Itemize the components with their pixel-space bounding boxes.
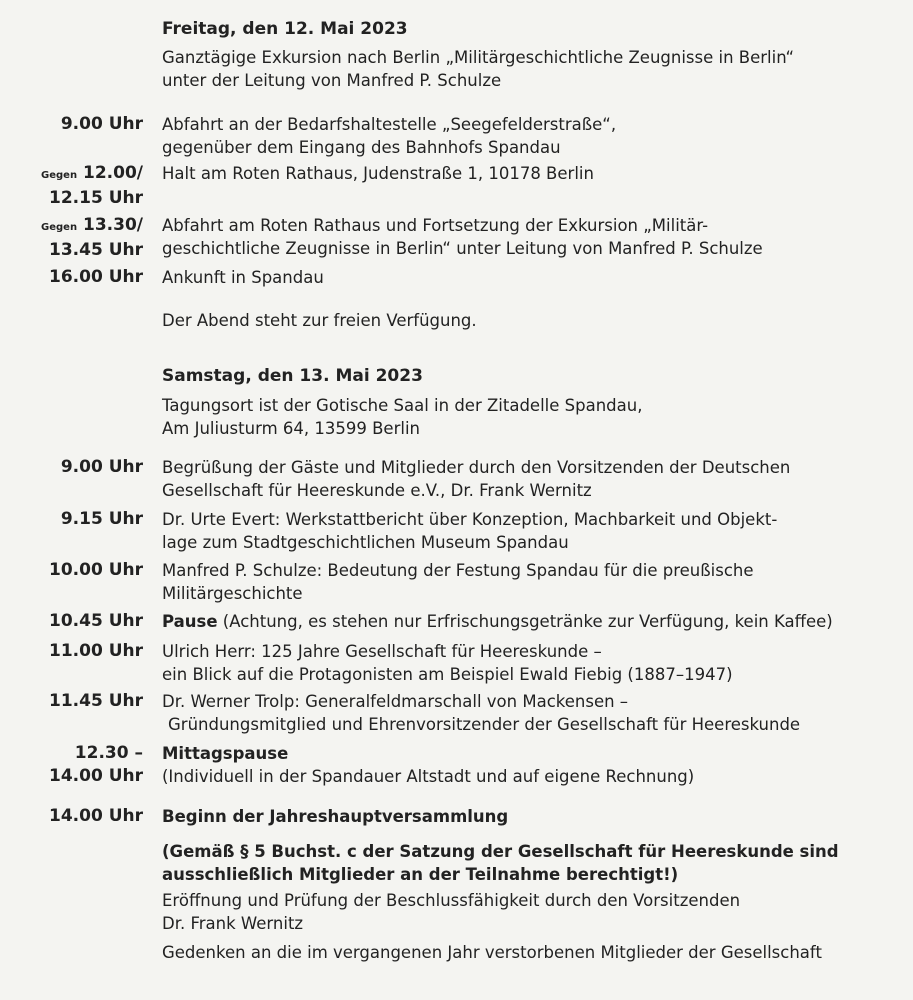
item-time: 9.00 Uhr bbox=[60, 114, 143, 134]
item-text: Begrüßung der Gäste und Mitglieder durch den Vorsitzenden der Deutschen bbox=[162, 458, 791, 477]
opening-line: Dr. Frank Wernitz bbox=[162, 914, 304, 933]
item-time: 11.00 Uhr bbox=[49, 641, 143, 661]
pause-label: Pause bbox=[162, 612, 218, 631]
item-text: Militärgeschichte bbox=[162, 584, 303, 603]
item-time-prefix: Gegen bbox=[41, 170, 78, 181]
opening-line: Eröffnung und Prüfung der Beschlussfähigkeit durch den Vorsitzenden bbox=[162, 891, 741, 910]
saturday-intro-line: Am Juliusturm 64, 13599 Berlin bbox=[162, 419, 420, 438]
lunch-note: (Individuell in der Spandauer Altstadt und auf eigene Rechnung) bbox=[162, 767, 695, 786]
item-time-prefix: Gegen bbox=[41, 222, 78, 233]
evening-text: Der Abend steht zur freien Verfügung. bbox=[162, 311, 477, 330]
item-text: Abfahrt an der Bedarfshaltestelle „Seegefelderstraße“, bbox=[162, 115, 617, 134]
notice-line: ausschließlich Mitglieder an der Teilnahme berechtigt!) bbox=[162, 865, 679, 884]
item-time: 9.00 Uhr bbox=[60, 457, 143, 477]
item-text: gegenüber dem Eingang des Bahnhofs Spandau bbox=[162, 138, 561, 157]
item-time-end: 14.00 Uhr bbox=[49, 766, 143, 786]
item-time: 9.15 Uhr bbox=[60, 509, 143, 529]
item-text: geschichtliche Zeugnisse in Berlin“ unter Leitung von Manfred P. Schulze bbox=[162, 239, 763, 258]
notice-line: (Gemäß § 5 Buchst. c der Satzung der Gesellschaft für Heereskunde sind bbox=[162, 842, 839, 861]
memorial-line: Gedenken an die im vergangenen Jahr verstorbenen Mitglieder der Gesellschaft bbox=[162, 943, 822, 962]
item-text: Halt am Roten Rathaus, Judenstraße 1, 10178 Berlin bbox=[162, 164, 594, 183]
item-time-end: 13.45 Uhr bbox=[49, 240, 143, 260]
pause-note: (Achtung, es stehen nur Erfrischungsgetränke zur Verfügung, kein Kaffee) bbox=[217, 612, 833, 631]
friday-heading: Freitag, den 12. Mai 2023 bbox=[162, 19, 408, 39]
item-time: 10.00 Uhr bbox=[49, 560, 143, 580]
item-time: 16.00 Uhr bbox=[49, 267, 143, 287]
item-text: Dr. Urte Evert: Werkstattbericht über Konzeption, Machbarkeit und Objekt- bbox=[162, 510, 778, 529]
item-text: ein Blick auf die Protagonisten am Beispiel Ewald Fiebig (1887–1947) bbox=[162, 665, 733, 684]
item-time: 12.00/ bbox=[83, 163, 143, 183]
item-time-end: 12.15 Uhr bbox=[49, 188, 143, 208]
lunch-label: Mittagspause bbox=[162, 744, 289, 763]
item-time: 10.45 Uhr bbox=[49, 611, 143, 631]
friday-intro-line: Ganztägige Exkursion nach Berlin „Militärgeschichtliche Zeugnisse in Berlin“ bbox=[162, 48, 795, 67]
item-text: Manfred P. Schulze: Bedeutung der Festung Spandau für die preußische bbox=[162, 561, 754, 580]
saturday-intro-line: Tagungsort ist der Gotische Saal in der Zitadelle Spandau, bbox=[162, 396, 643, 415]
item-time: 11.45 Uhr bbox=[49, 691, 143, 711]
item-text: Abfahrt am Roten Rathaus und Fortsetzung der Exkursion „Militär- bbox=[162, 216, 709, 235]
item-time: 14.00 Uhr bbox=[49, 806, 143, 826]
item-text: lage zum Stadtgeschichtlichen Museum Spandau bbox=[162, 533, 569, 552]
saturday-heading: Samstag, den 13. Mai 2023 bbox=[162, 366, 423, 386]
item-text: Gesellschaft für Heereskunde e.V., Dr. Frank Wernitz bbox=[162, 481, 592, 500]
friday-intro-line: unter der Leitung von Manfred P. Schulze bbox=[162, 71, 502, 90]
item-time: 13.30/ bbox=[83, 215, 143, 235]
item-time: 12.30 – bbox=[74, 743, 143, 763]
item-text: Dr. Werner Trolp: Generalfeldmarschall von Mackensen – bbox=[162, 692, 629, 711]
item-text: Ulrich Herr: 125 Jahre Gesellschaft für Heereskunde – bbox=[162, 642, 602, 661]
item-text: Ankunft in Spandau bbox=[162, 268, 324, 287]
item-text: Gründungsmitglied und Ehrenvorsitzender der Gesellschaft für Heereskunde bbox=[168, 715, 801, 734]
assembly-label: Beginn der Jahreshauptversammlung bbox=[162, 807, 509, 826]
